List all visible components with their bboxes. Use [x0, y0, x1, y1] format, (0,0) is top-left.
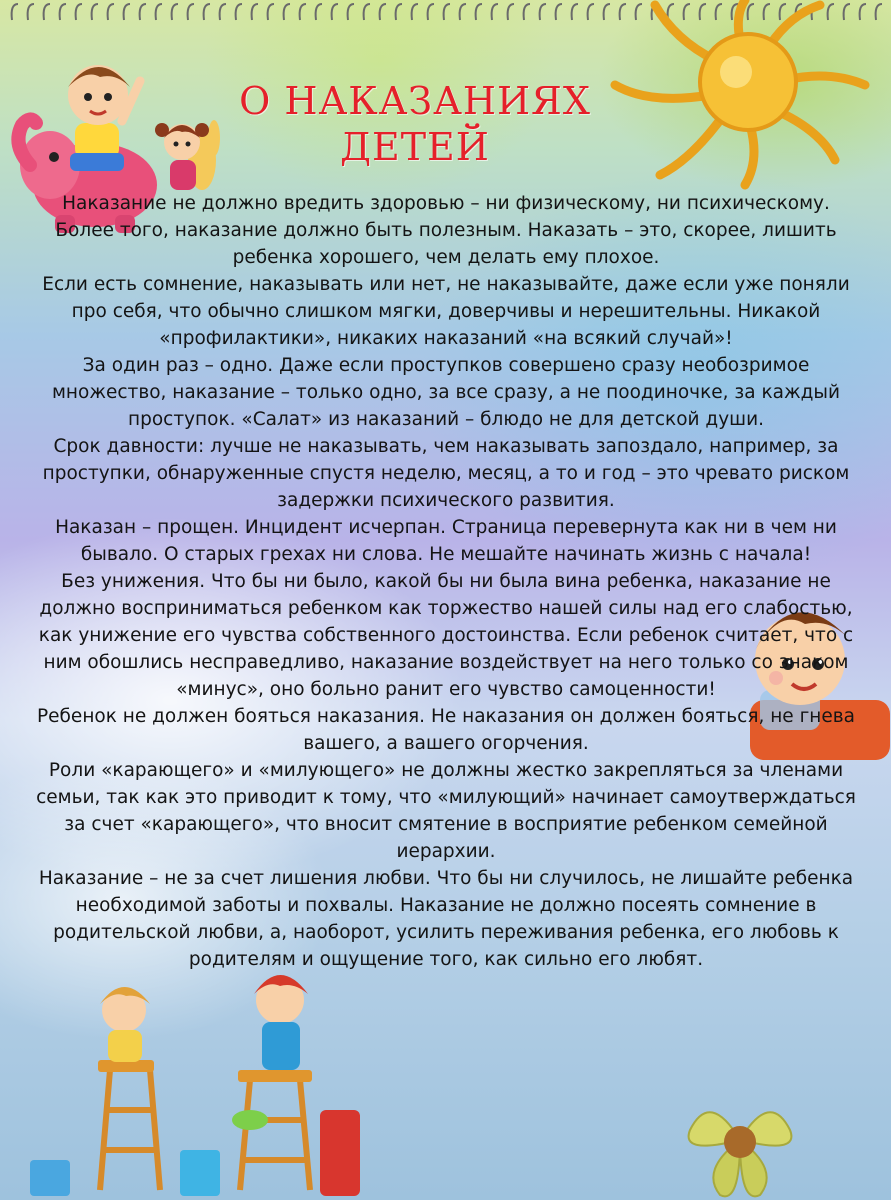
spiral-ring	[156, 4, 162, 20]
spiral-ring	[412, 4, 418, 20]
paragraph: За один раз – одно. Даже если проступков совершено сразу необозримое множество, наказание – только одно, за все сразу, а не поодиночке, за каждый проступок. «Салат» из наказаний – блюдо не для детской души.	[51, 355, 841, 430]
spiral-ring	[492, 4, 498, 20]
spiral-ring	[540, 4, 546, 20]
spiral-ring	[172, 4, 178, 20]
spiral-ring	[188, 4, 194, 20]
paragraph: Наказан – прощен. Инцидент исчерпан. Страница перевернута как ни в чем ни бывало. О старых грехах ни слова. Не мешайте начинать жизнь с начала!	[55, 517, 837, 565]
page-title	[150, 78, 680, 170]
spiral-ring	[236, 4, 242, 20]
paragraph: Срок давности: лучше не наказывать, чем наказывать запоздало, например, за проступки, обнаруженные спустя неделю, месяц, а то и год – это чревато риском задержки психического развития.	[42, 436, 850, 511]
spiral-ring	[428, 4, 434, 20]
spiral-ring	[44, 4, 50, 20]
spiral-ring	[140, 4, 146, 20]
spiral-ring	[108, 4, 114, 20]
title-line-1: О НАКАЗАНИЯХ	[239, 79, 591, 123]
children-painting-icon	[0, 960, 380, 1200]
spiral-ring	[12, 4, 18, 20]
spiral-ring	[60, 4, 66, 20]
spiral-ring	[252, 4, 258, 20]
spiral-ring	[300, 4, 306, 20]
spiral-ring	[76, 4, 82, 20]
spiral-ring	[92, 4, 98, 20]
spiral-ring	[444, 4, 450, 20]
title-line-2: ДЕТЕЙ	[340, 125, 490, 169]
spiral-ring	[348, 4, 354, 20]
spiral-ring	[476, 4, 482, 20]
paragraph: Без унижения. Что бы ни было, какой бы ни была вина ребенка, наказание не должно восприниматься ребенком как торжество нашей силы над его слабостью, как унижение его чувства собственного достоинства. Если ребенок считает, что с ним обошлись несправедливо, наказание воздействует на него только со знаком «минус», оно больно ранит его чувство самоценности!	[38, 571, 854, 700]
spiral-ring	[460, 4, 466, 20]
paragraph: Если есть сомнение, наказывать или нет, не наказывайте, даже если уже поняли про себя, что обычно слишком мягки, доверчивы и нерешительны. Никакой «профилактики», никаких наказаний «на всякий случай»!	[42, 274, 850, 349]
spiral-ring	[508, 4, 514, 20]
spiral-ring	[204, 4, 210, 20]
article-body	[36, 190, 856, 973]
spiral-ring	[396, 4, 402, 20]
paragraph: Роли «карающего» и «милующего» не должны жестко закрепляться за членами семьи, так как это приводит к тому, что «милующий» начинает самоутверждаться за счет «карающего», что вносит смятение в восприятие ребенком семейной иерархии.	[36, 760, 856, 862]
spiral-ring	[124, 4, 130, 20]
paragraph: Ребенок не должен бояться наказания. Не наказания он должен бояться, не гнева вашего, а вашего огорчения.	[36, 706, 856, 754]
paragraph: Наказание – не за счет лишения любви. Что бы ни случилось, не лишайте ребенка необходимой заботы и похвалы. Наказание не должно посеять сомнение в родительской любви, а, наоборот, усилить переживания ребенка, его любовь к родителям и ощущение того, как сильно его любят.	[38, 868, 854, 970]
spiral-ring	[380, 4, 386, 20]
spiral-ring	[28, 4, 34, 20]
spiral-ring	[284, 4, 290, 20]
spiral-ring	[268, 4, 274, 20]
spiral-ring	[524, 4, 530, 20]
spiral-ring	[876, 4, 882, 20]
spiral-ring	[364, 4, 370, 20]
flower-icon	[660, 1080, 820, 1200]
spiral-ring	[316, 4, 322, 20]
paragraph: Наказание не должно вредить здоровью – ни физическому, ни психическому. Более того, наказание должно быть полезным. Наказать – это, скорее, лишить ребенка хорошего, чем делать ему плохое.	[55, 193, 837, 268]
spiral-ring	[220, 4, 226, 20]
spiral-ring	[332, 4, 338, 20]
